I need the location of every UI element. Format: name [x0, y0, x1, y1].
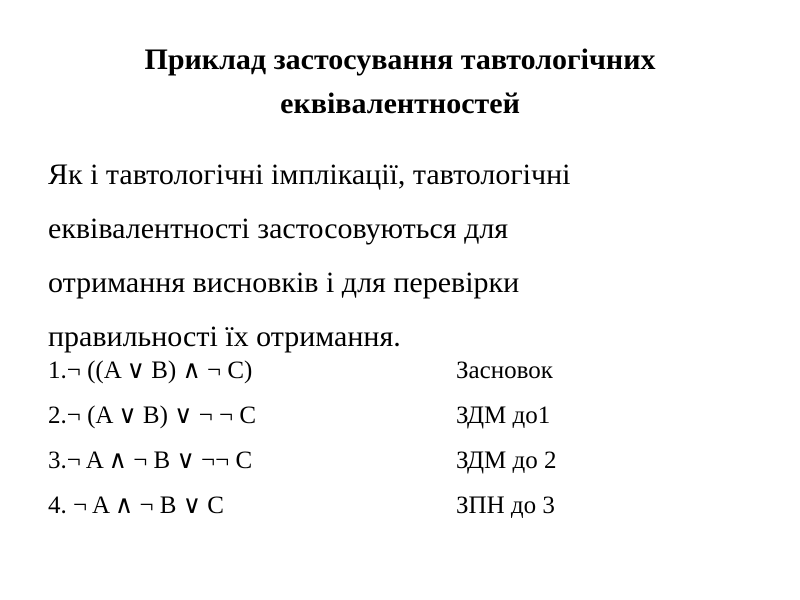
- proof-formula: 2.¬ (A ∨ B) ∨ ¬ ¬ C: [48, 402, 257, 429]
- proof-table: [48, 348, 768, 528]
- proof-reason: Засновок: [456, 357, 553, 384]
- proof-reason: ЗДМ до 2: [456, 447, 557, 474]
- proof-reason: ЗПН до 3: [456, 492, 555, 519]
- proof-formula: 1.¬ ((A ∨ B) ∧ ¬ C): [48, 357, 253, 384]
- proof-formula: 3.¬ A ∧ ¬ B ∨ ¬¬ C: [48, 447, 253, 474]
- body-paragraph: [48, 148, 768, 364]
- proof-row-3: [48, 438, 768, 483]
- body-line-1: Як і тавтологічні імплікації, тавтологічні: [48, 158, 571, 191]
- proof-reason: ЗДМ до1: [456, 402, 551, 429]
- proof-formula: 4. ¬ A ∧ ¬ B ∨ C: [48, 492, 224, 519]
- body-line-2: еквівалентності застосовуються для: [48, 212, 509, 245]
- body-line-3: отримання висновків і для перевірки: [48, 266, 520, 299]
- slide-title: [0, 38, 800, 126]
- proof-row-1: [48, 348, 768, 393]
- body-line-4: правильності їх отримання.: [48, 320, 401, 353]
- slide-title-line-2: еквівалентностей: [280, 87, 520, 120]
- proof-row-4: [48, 483, 768, 528]
- proof-row-2: [48, 393, 768, 438]
- slide-title-line-1: Приклад застосування тавтологічних: [144, 43, 656, 76]
